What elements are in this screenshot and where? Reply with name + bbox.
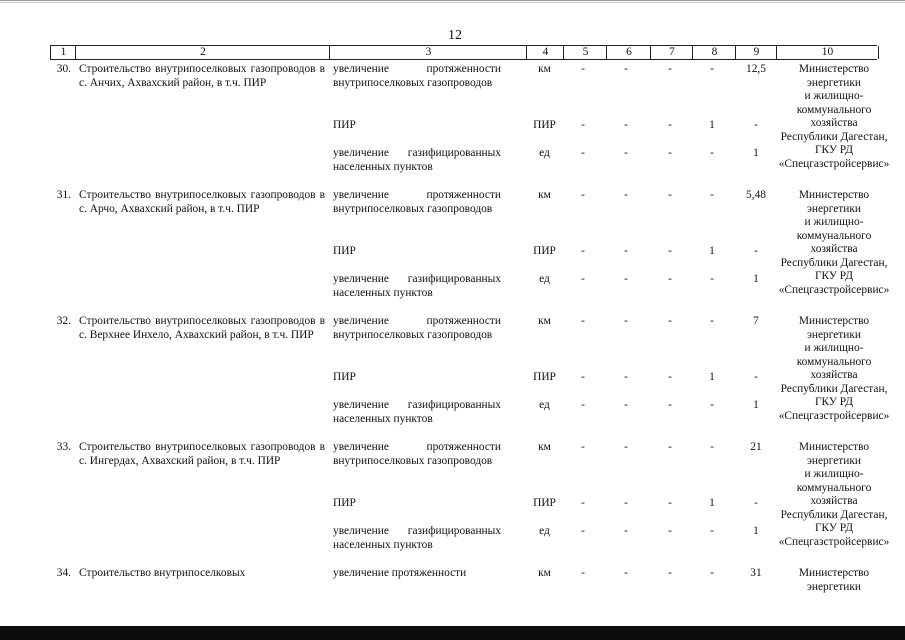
value-c5: -	[581, 441, 585, 453]
header-col-1: 1	[50, 46, 76, 59]
value-c9: 1	[753, 147, 759, 159]
value-c8: -	[710, 147, 714, 159]
executor-line: Республики Дагестан,	[780, 508, 888, 521]
executor-line: ГКУ РД	[814, 522, 854, 534]
scan-bottom-edge	[0, 626, 905, 640]
value-c5: -	[581, 189, 585, 201]
executor-line: ГКУ РД	[814, 144, 854, 156]
indicator-name: увеличение газифицированных населенных пунктов	[333, 273, 501, 299]
indicator-name: увеличение протяженности внутрипоселковых газопроводов	[333, 315, 501, 341]
record-object-name: Строительство внутрипоселковых газопроводов в с. Анчих, Ахвахский район, в т.ч. ПИР	[79, 63, 325, 89]
header-col-3: 3	[329, 46, 527, 59]
value-c5: -	[581, 245, 585, 257]
table-record	[50, 441, 890, 567]
table-record	[50, 315, 890, 441]
value-c9: 21	[750, 441, 762, 453]
executor-line: Республики Дагестан,	[780, 256, 888, 269]
value-c5: -	[581, 147, 585, 159]
indicator-name: увеличение газифицированных населенных пунктов	[333, 525, 501, 551]
value-c8: 1	[709, 245, 715, 257]
record-object-name: Строительство внутрипоселковых	[79, 567, 246, 579]
indicator-unit: ПИР	[533, 245, 556, 257]
value-c5: -	[581, 119, 585, 131]
value-c8: -	[710, 63, 714, 75]
value-c6: -	[624, 497, 628, 509]
value-c9: 7	[753, 315, 759, 327]
value-c5: -	[581, 567, 585, 579]
executor-line: ГКУ РД	[814, 396, 854, 408]
value-c8: 1	[709, 497, 715, 509]
value-c6: -	[624, 525, 628, 537]
indicator-unit: ед	[539, 525, 550, 537]
value-c6: -	[624, 371, 628, 383]
executor-line: ГКУ РД	[814, 270, 854, 282]
indicator-unit: км	[538, 63, 551, 75]
executor-line: Республики Дагестан,	[780, 382, 888, 395]
value-c8: -	[710, 399, 714, 411]
record-number: 34.	[56, 567, 71, 579]
value-c9: 1	[753, 525, 759, 537]
value-c7: -	[668, 315, 672, 327]
value-c5: -	[581, 315, 585, 327]
value-c7: -	[668, 525, 672, 537]
indicator-name: увеличение газифицированных населенных пунктов	[333, 399, 501, 425]
value-c7: -	[668, 567, 672, 579]
indicator-unit: км	[538, 315, 551, 327]
executor-line: коммунального хозяйства	[796, 103, 872, 129]
value-c6: -	[624, 245, 628, 257]
program-table	[50, 45, 890, 597]
record-executor	[778, 567, 890, 594]
indicator-unit: км	[538, 567, 551, 579]
indicator-name: увеличение протяженности	[333, 567, 467, 579]
value-c6: -	[624, 567, 628, 579]
executor-line: коммунального хозяйства	[796, 229, 872, 255]
value-c6: -	[624, 189, 628, 201]
value-c7: -	[668, 147, 672, 159]
table-record	[50, 189, 890, 315]
header-col-7: 7	[650, 46, 693, 59]
indicator-name: увеличение протяженности внутрипоселковых газопроводов	[333, 63, 501, 89]
value-c9: 5,48	[746, 189, 766, 201]
executor-line: «Спецгазстройсервис»	[778, 535, 890, 548]
value-c9: -	[754, 119, 758, 131]
value-c8: -	[710, 441, 714, 453]
table-record	[50, 63, 890, 189]
value-c6: -	[624, 273, 628, 285]
value-c5: -	[581, 273, 585, 285]
value-c6: -	[624, 63, 628, 75]
header-col-10: 10	[776, 46, 879, 59]
executor-line: коммунального хозяйства	[796, 481, 872, 507]
top-border-line-2	[0, 2, 905, 3]
value-c9: -	[754, 245, 758, 257]
indicator-unit: ед	[539, 399, 550, 411]
value-c9: 12,5	[746, 63, 766, 75]
record-executor	[778, 441, 890, 549]
indicator-unit: ПИР	[533, 497, 556, 509]
value-c6: -	[624, 441, 628, 453]
value-c9: 31	[750, 567, 762, 579]
executor-line: «Спецгазстройсервис»	[778, 409, 890, 422]
indicator-name: ПИР	[333, 497, 356, 509]
value-c7: -	[668, 63, 672, 75]
value-c7: -	[668, 273, 672, 285]
value-c9: 1	[753, 399, 759, 411]
column-number-header	[50, 45, 877, 60]
value-c8: -	[710, 525, 714, 537]
value-c7: -	[668, 245, 672, 257]
record-object-name: Строительство внутрипоселковых газопроводов в с. Арчо, Ахвахский район, в т.ч. ПИР	[79, 189, 325, 215]
indicator-unit: ед	[539, 273, 550, 285]
value-c8: 1	[709, 371, 715, 383]
value-c7: -	[668, 371, 672, 383]
record-object-name: Строительство внутрипоселковых газопроводов в с. Верхнее Инхело, Ахвахский район, в т.ч. ПИР	[79, 315, 325, 341]
value-c8: -	[710, 567, 714, 579]
executor-line: и жилищно-	[804, 342, 864, 354]
value-c8: 1	[709, 119, 715, 131]
value-c6: -	[624, 315, 628, 327]
value-c8: -	[710, 315, 714, 327]
indicator-name: ПИР	[333, 245, 356, 257]
executor-line: коммунального хозяйства	[796, 355, 872, 381]
record-object-name: Строительство внутрипоселковых газопроводов в с. Ингердах, Ахвахский район, в т.ч. ПИР	[79, 441, 325, 467]
top-border-line	[0, 0, 905, 1]
value-c7: -	[668, 497, 672, 509]
indicator-name: увеличение газифицированных населенных пунктов	[333, 147, 501, 173]
value-c9: -	[754, 497, 758, 509]
value-c8: -	[710, 189, 714, 201]
executor-line: Республики Дагестан,	[780, 130, 888, 143]
header-col-5: 5	[563, 46, 607, 59]
table-record	[50, 567, 877, 597]
indicator-unit: ПИР	[533, 371, 556, 383]
header-col-8: 8	[692, 46, 736, 59]
executor-line: и жилищно-	[804, 468, 864, 480]
indicator-unit: км	[538, 189, 551, 201]
value-c6: -	[624, 399, 628, 411]
executor-line: «Спецгазстройсервис»	[778, 157, 890, 170]
value-c8: -	[710, 273, 714, 285]
executor-line: Министерство энергетики	[798, 567, 870, 593]
value-c5: -	[581, 63, 585, 75]
indicator-name: ПИР	[333, 371, 356, 383]
record-executor	[778, 315, 890, 423]
executor-line: и жилищно-	[804, 216, 864, 228]
value-c7: -	[668, 399, 672, 411]
header-col-9: 9	[735, 46, 777, 59]
indicator-unit: км	[538, 441, 551, 453]
record-number: 32.	[56, 315, 71, 327]
value-c5: -	[581, 497, 585, 509]
indicator-name: ПИР	[333, 119, 356, 131]
page-number: 12	[448, 28, 462, 43]
value-c5: -	[581, 371, 585, 383]
value-c7: -	[668, 189, 672, 201]
value-c6: -	[624, 147, 628, 159]
indicator-unit: ед	[539, 147, 550, 159]
executor-line: «Спецгазстройсервис»	[778, 283, 890, 296]
executor-line: Министерство энергетики	[798, 315, 870, 341]
executor-line: Министерство энергетики	[798, 441, 870, 467]
value-c9: -	[754, 371, 758, 383]
value-c5: -	[581, 399, 585, 411]
header-col-6: 6	[606, 46, 651, 59]
value-c7: -	[668, 119, 672, 131]
record-executor	[778, 189, 890, 297]
record-number: 31.	[56, 189, 71, 201]
value-c9: 1	[753, 273, 759, 285]
header-col-4: 4	[526, 46, 564, 59]
header-col-2: 2	[75, 46, 330, 59]
indicator-name: увеличение протяженности внутрипоселковых газопроводов	[333, 189, 501, 215]
executor-line: Министерство энергетики	[798, 63, 870, 89]
value-c5: -	[581, 525, 585, 537]
record-number: 30.	[56, 63, 71, 75]
value-c7: -	[668, 441, 672, 453]
record-number: 33.	[56, 441, 71, 453]
record-executor	[778, 63, 890, 171]
executor-line: Министерство энергетики	[798, 189, 870, 215]
executor-line: и жилищно-	[804, 90, 864, 102]
indicator-unit: ПИР	[533, 119, 556, 131]
records-container	[50, 63, 890, 597]
indicator-name: увеличение протяженности внутрипоселковых газопроводов	[333, 441, 501, 467]
value-c6: -	[624, 119, 628, 131]
